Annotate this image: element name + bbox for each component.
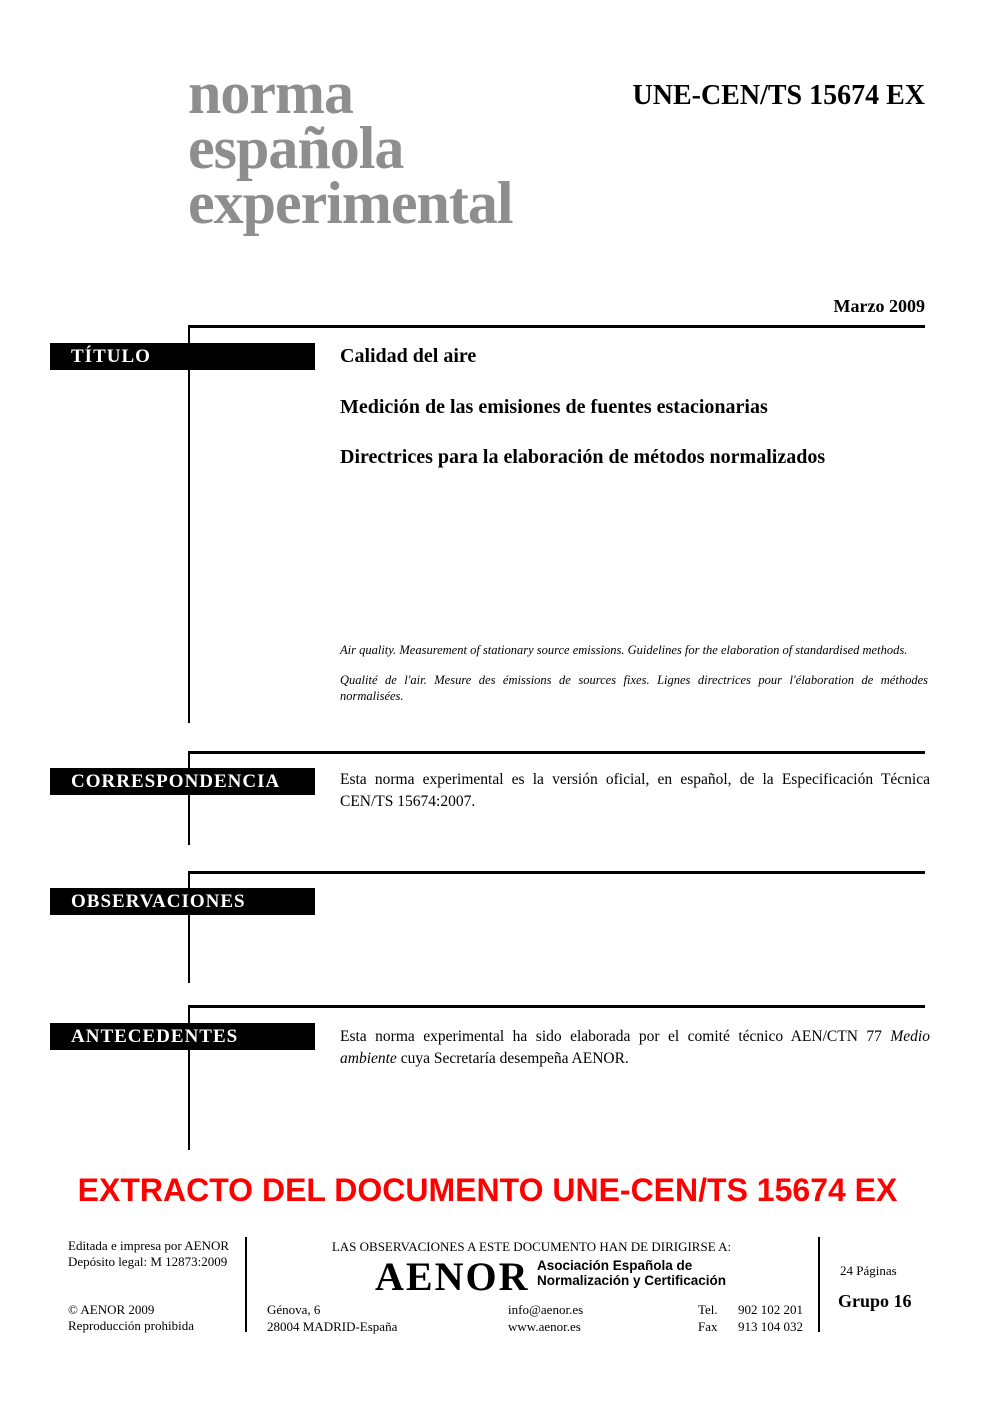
footer-divider-right	[818, 1237, 820, 1332]
tel-label: Tel.	[698, 1302, 718, 1317]
antecedentes-text	[340, 1026, 930, 1070]
footer-contact-web	[508, 1301, 583, 1335]
publication-date: Marzo 2009	[833, 296, 925, 316]
correspondencia-label: CORRESPONDENCIA	[50, 768, 315, 795]
aenor-tagline-line-2: Normalización y Certificación	[537, 1273, 727, 1288]
group-number: Grupo 16	[838, 1291, 912, 1311]
footer-copyright	[68, 1302, 194, 1334]
logo-line-2: española	[188, 115, 404, 181]
correspondencia-text: Esta norma experimental es la versión oficial, en español, de la Especificación Técnica CEN/TS 15674:2007.	[340, 771, 930, 810]
observaciones-top-rule	[188, 871, 925, 874]
aenor-logo: AENOR	[375, 1254, 530, 1299]
titulo-vertical-rule	[188, 325, 190, 723]
footer-reproduction-line: Reproducción prohibida	[68, 1318, 194, 1333]
footer-address-line-1: Génova, 6	[267, 1302, 321, 1317]
logo-line-3: experimental	[188, 170, 513, 236]
fax-value: 913 104 032	[738, 1319, 803, 1334]
antecedentes-text-end: cuya Secretaría desempeña AENOR.	[396, 1050, 629, 1067]
title-line-2: Medición de las emisiones de fuentes estacionarias	[340, 396, 768, 418]
correspondencia-top-rule	[188, 751, 925, 754]
antecedentes-label: ANTECEDENTES	[50, 1023, 315, 1050]
fax-label: Fax	[698, 1319, 718, 1334]
footer-telfax	[698, 1301, 803, 1335]
footer-imprint	[68, 1238, 229, 1270]
extract-notice: EXTRACTO DEL DOCUMENTO UNE-CEN/TS 15674 EX	[77, 1172, 898, 1208]
observaciones-label: OBSERVACIONES	[50, 888, 315, 915]
tel-value: 902 102 201	[738, 1302, 803, 1317]
publisher-logo	[188, 60, 513, 236]
footer-website: www.aenor.es	[508, 1319, 581, 1334]
title-english: Air quality. Measurement of stationary source emissions. Guidelines for the elaboration of standardised methods.	[340, 643, 908, 657]
titulo-top-rule	[188, 325, 925, 328]
footer-copyright-line: © AENOR 2009	[68, 1302, 155, 1317]
correspondencia-vertical-rule	[188, 751, 190, 845]
footer-edited-line: Editada e impresa por AENOR	[68, 1238, 230, 1253]
title-line-1: Calidad del aire	[340, 345, 477, 367]
footer-deposit-line: Depósito legal: M 12873:2009	[68, 1254, 228, 1269]
antecedentes-text-start: Esta norma experimental ha sido elaborada por el comité técnico AEN/CTN 77	[340, 1028, 891, 1045]
footer-address	[267, 1301, 397, 1335]
aenor-tagline	[537, 1258, 726, 1288]
antecedentes-text-italic: Medio ambiente	[340, 1028, 930, 1067]
footer-email: info@aenor.es	[508, 1302, 584, 1317]
footer-observations-notice: LAS OBSERVACIONES A ESTE DOCUMENTO HAN DE DIRIGIRSE A:	[331, 1239, 732, 1254]
page-count: 24 Páginas	[840, 1263, 897, 1278]
titulo-label: TÍTULO	[50, 343, 315, 370]
logo-line-1: norma	[188, 60, 353, 126]
title-french: Qualité de l'air. Mesure des émissions de sources fixes. Lignes directrices pour l'élaboration de méthodes normalisées.	[340, 673, 928, 703]
title-line-3: Directrices para la elaboración de métodos normalizados	[340, 446, 826, 468]
antecedentes-top-rule	[188, 1005, 925, 1008]
document-code: UNE-CEN/TS 15674 EX	[632, 80, 925, 111]
aenor-tagline-line-1: Asociación Española de	[537, 1258, 693, 1273]
footer-address-line-2: 28004 MADRID-España	[267, 1319, 398, 1334]
